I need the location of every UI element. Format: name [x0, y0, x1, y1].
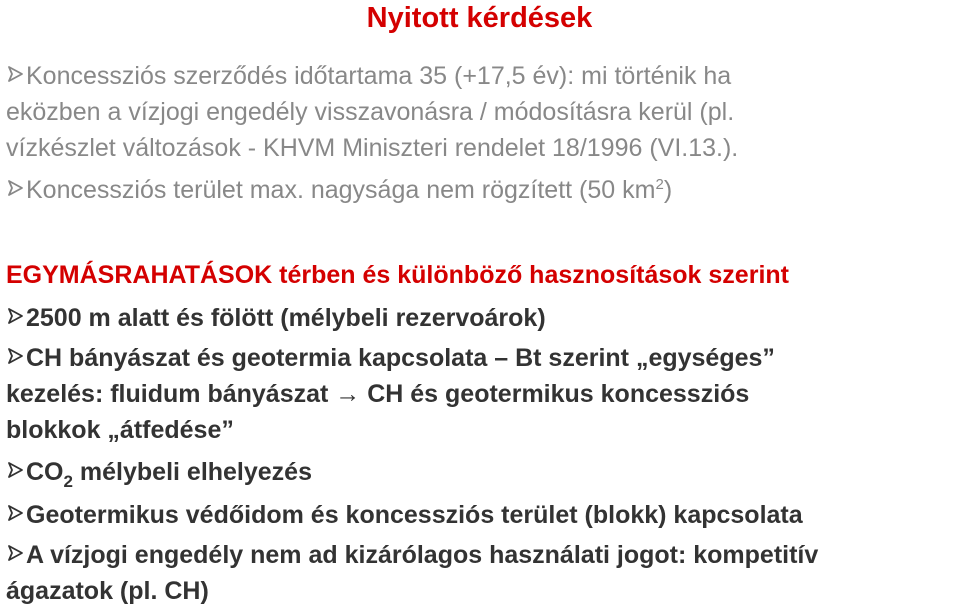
bullet-text: Koncessziós szerződés időtartama 35 (+17,5 év): mi történik ha — [26, 62, 732, 90]
bullet-line — [6, 340, 956, 376]
superscript: 2 — [655, 176, 664, 193]
section-heading: EGYMÁSRAHATÁSOK térben és különböző hasznosítások szerint — [6, 261, 789, 289]
bullet-text: CH bányászat és geotermia kapcsolata – Bt szerint „egységes” — [26, 344, 775, 372]
bullet-continuation: eközben a vízjogi engedély visszavonásra / módosításra kerül (pl. — [6, 98, 735, 126]
bullet-text: A vízjogi engedély nem ad kizárólagos használati jogot: kompetitív — [26, 541, 819, 569]
arrowhead-bullet-icon — [6, 306, 25, 326]
bullet-text-tail: ) — [663, 176, 673, 204]
bullet-item-depth — [6, 300, 956, 336]
bullet-line — [6, 300, 956, 336]
bullet-continuation — [6, 376, 956, 412]
bullet-text: CH és geotermikus koncessziós — [360, 380, 750, 408]
subscript: 2 — [63, 472, 73, 491]
arrowhead-bullet-icon — [6, 503, 25, 523]
bullet-line — [6, 58, 956, 94]
arrowhead-bullet-icon — [6, 460, 25, 480]
arrowhead-bullet-icon — [6, 543, 25, 563]
slide-title: Nyitott kérdések — [366, 2, 593, 34]
bullet-text: mélybeli elhelyezés — [72, 458, 312, 486]
bullet-item-concession-area — [6, 172, 956, 208]
bullet-line — [6, 497, 956, 533]
bullet-text: 2500 m alatt és fölött (mélybeli rezervoárok) — [26, 304, 546, 332]
bullet-text: Geotermikus védőidom és koncessziós terület (blokk) kapcsolata — [26, 501, 803, 529]
bullet-line — [6, 537, 956, 573]
bullet-line — [6, 454, 956, 490]
arrowhead-bullet-icon — [6, 64, 25, 84]
bullet-item-ch-geothermal — [6, 340, 956, 448]
bullet-line — [6, 172, 956, 208]
bullet-item-concession-duration — [6, 58, 956, 166]
bullet-continuation: ágazatok (pl. CH) — [6, 577, 209, 605]
bullet-item-protection-zone — [6, 497, 956, 533]
bullet-item-co2 — [6, 454, 956, 490]
bullet-text: CO — [26, 458, 64, 486]
bullet-text: kezelés: fluidum bányászat — [6, 380, 336, 408]
bullet-continuation: vízkészlet változások - KHVM Miniszteri rendelet 18/1996 (VI.13.). — [6, 134, 739, 162]
bullet-continuation: blokkok „átfedése” — [6, 416, 234, 444]
bullet-text: Koncessziós terület max. nagysága nem rögzített (50 km — [26, 176, 656, 204]
arrowhead-bullet-icon — [6, 178, 25, 198]
arrowhead-bullet-icon — [6, 346, 25, 366]
right-arrow-icon: → — [335, 380, 361, 408]
bullet-item-water-permit — [6, 537, 956, 609]
